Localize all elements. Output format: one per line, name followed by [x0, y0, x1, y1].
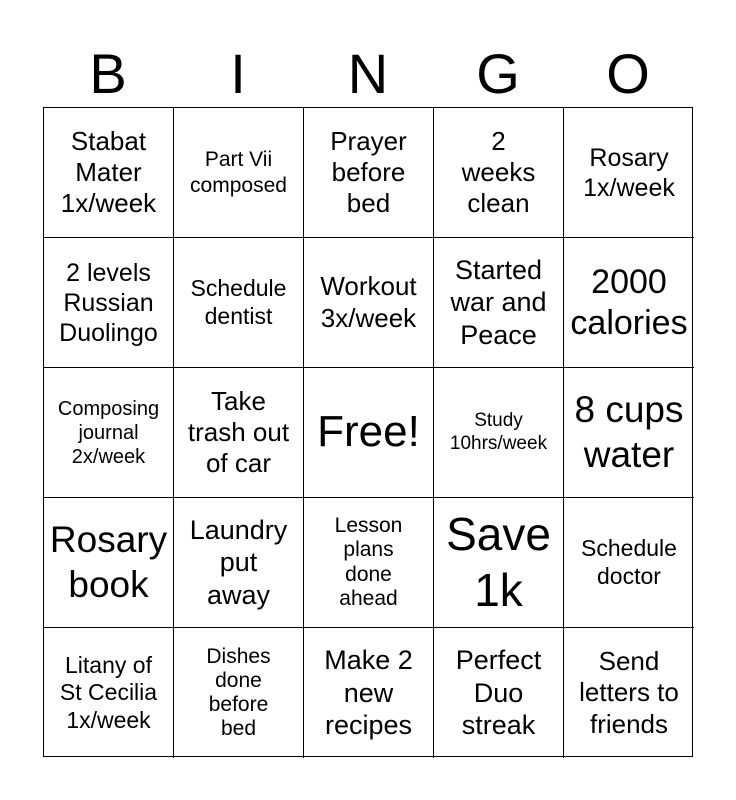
bingo-cell-r4c4[interactable] — [434, 498, 564, 628]
free-space-label: Free! — [317, 407, 420, 457]
cell-label: Laundry put away — [189, 514, 288, 610]
cell-label: Take trash out of car — [187, 385, 290, 479]
bingo-cell-r4c2[interactable] — [174, 498, 304, 628]
bingo-cell-r3c2[interactable] — [174, 368, 304, 498]
cell-label: 2 levels Russian Duolingo — [59, 258, 158, 347]
header-letter-i: I — [230, 42, 246, 105]
header-letter-b: B — [89, 42, 127, 105]
bingo-cell-r4c5[interactable] — [564, 498, 694, 628]
cell-label: Part Vii composed — [190, 148, 287, 197]
bingo-cell-r1c5[interactable] — [564, 108, 694, 238]
bingo-cell-r5c5[interactable] — [564, 628, 694, 758]
bingo-cell-r3c1[interactable] — [44, 368, 174, 498]
bingo-cell-r4c1[interactable] — [44, 498, 174, 628]
bingo-cell-r4c3[interactable] — [304, 498, 434, 628]
cell-label: Rosary book — [49, 519, 168, 605]
bingo-header — [43, 42, 693, 106]
header-letter-o: O — [606, 42, 650, 105]
bingo-cell-r5c2[interactable] — [174, 628, 304, 758]
cell-label: 2000 calories — [570, 262, 688, 342]
bingo-cell-r2c3[interactable] — [304, 238, 434, 368]
cell-label: Workout 3x/week — [320, 271, 417, 333]
bingo-cell-r5c4[interactable] — [434, 628, 564, 758]
bingo-cell-r2c2[interactable] — [174, 238, 304, 368]
bingo-cell-r2c1[interactable] — [44, 238, 174, 368]
bingo-cell-r2c5[interactable] — [564, 238, 694, 368]
bingo-board — [43, 107, 693, 757]
bingo-cell-r1c3[interactable] — [304, 108, 434, 238]
bingo-cell-r1c2[interactable] — [174, 108, 304, 238]
cell-label: 8 cups water — [574, 389, 684, 475]
bingo-cell-r2c4[interactable] — [434, 238, 564, 368]
bingo-cell-r3c4[interactable] — [434, 368, 564, 498]
cell-label: Dishes done before bed — [206, 644, 271, 741]
cell-label: Save 1k — [446, 508, 551, 616]
cell-label: Composing journal 2x/week — [57, 397, 160, 468]
cell-label: Study 10hrs/week — [449, 409, 548, 454]
bingo-cell-r1c1[interactable] — [44, 108, 174, 238]
header-letter-g: G — [476, 42, 520, 105]
cell-label: Lesson plans done ahead — [334, 514, 403, 610]
cell-label: Stabat Mater 1x/week — [60, 125, 157, 219]
cell-label: Make 2 new recipes — [324, 645, 413, 741]
cell-label: 2 weeks clean — [461, 125, 536, 219]
cell-label: Started war and Peace — [450, 254, 547, 350]
cell-label: Prayer before bed — [330, 125, 407, 219]
cell-label: Rosary 1x/week — [583, 143, 675, 202]
cell-label: Send letters to friends — [579, 646, 679, 739]
cell-label: Schedule dentist — [190, 274, 287, 329]
cell-label: Schedule doctor — [581, 534, 677, 589]
bingo-cell-free[interactable] — [304, 368, 434, 498]
cell-label: Perfect Duo streak — [455, 645, 542, 741]
header-letter-n: N — [347, 42, 389, 105]
cell-label: Litany of St Cecilia 1x/week — [59, 651, 158, 733]
bingo-cell-r5c3[interactable] — [304, 628, 434, 758]
bingo-cell-r5c1[interactable] — [44, 628, 174, 758]
bingo-cell-r1c4[interactable] — [434, 108, 564, 238]
bingo-cell-r3c5[interactable] — [564, 368, 694, 498]
